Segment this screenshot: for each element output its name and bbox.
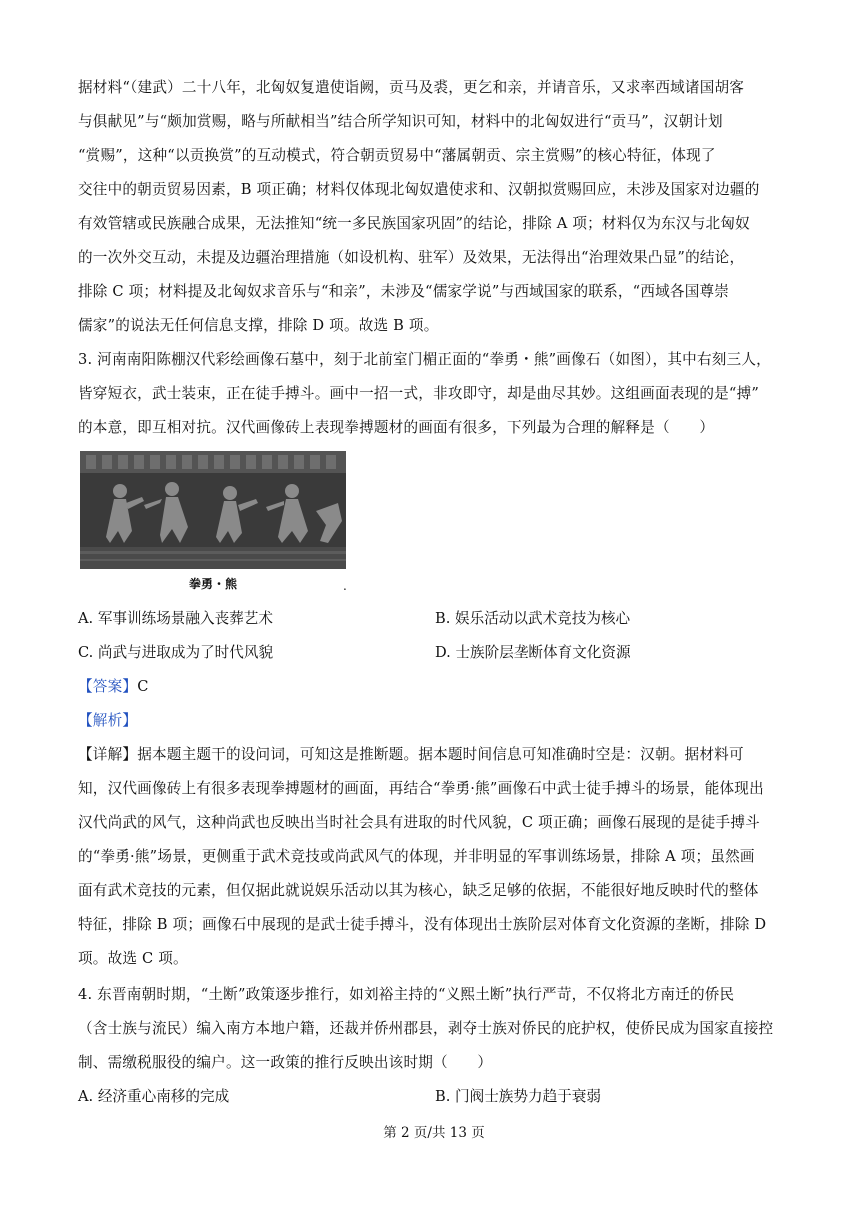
analysis2-line: 交往中的朝贡贸易因素，B 项正确；材料仅体现北匈奴遣使求和、汉朝拟赏赐回应，未涉及国家对边疆的 <box>78 181 760 198</box>
detail-line: 知，汉代画像砖上有很多表现拳搏题材的画面，再结合“拳勇·熊”画像石中武士徒手搏斗的场景，能体现出 <box>78 780 764 797</box>
option-d: D. 士族阶层垄断体育文化资源 <box>435 644 631 661</box>
analysis2-line: 有效管辖或民族融合成果，无法推知“统一多民族国家巩固”的结论，排除 A 项；材料仅为东汉与北匈奴 <box>78 215 750 232</box>
option-b: B. 娱乐活动以武术竞技为核心 <box>435 610 631 627</box>
answer-value: C <box>137 678 149 695</box>
analysis2-line: 排除 C 项；材料提及北匈奴求音乐与“和亲”，未涉及“儒家学说”与西域国家的联系，“西域各国尊崇 <box>78 283 730 300</box>
analysis2-line: 据材料“（建武）二十八年，北匈奴复遣使诣阙，贡马及裘，更乞和亲，并请音乐，又求率西域诸国胡客 <box>78 79 745 96</box>
question3-stem-line: 皆穿短衣，武士装束，正在徒手搏斗。画中一招一式，非攻即守，却是曲尽其妙。这组画面表现的是“搏” <box>78 385 760 402</box>
detail-line: 汉代尚武的风气，这种尚武也反映出当时社会具有进取的时代风貌，C 项正确；画像石展现的是徒手搏斗 <box>78 814 760 831</box>
stone-relief-image <box>80 451 346 569</box>
analysis-row <box>78 711 137 731</box>
detail-line: 的“拳勇·熊”场景，更侧重于武术竞技或尚武风气的体现，并非明显的军事训练场景，排除 A 项；虽然画 <box>78 848 755 865</box>
analysis2-line: 的一次外交互动，未提及边疆治理措施（如设机构、驻军）及效果，无法得出“治理效果凸显”的结论， <box>78 249 745 266</box>
page-footer: 第 2 页/共 13 页 <box>383 1125 485 1141</box>
detail-row <box>78 745 744 765</box>
analysis2-line: “赏赐”，这种“以贡换赏”的互动模式，符合朝贡贸易中“藩属朝贡、宗主赏赐”的核心特征，体现了 <box>78 147 716 164</box>
question4-stem-line: 4. 东晋南朝时期，“土断”政策逐步推行，如刘裕主持的“义熙土断”执行严苛，不仅将北方南迁的侨民 <box>78 986 735 1003</box>
relief-carving <box>80 451 346 569</box>
answer-row <box>78 677 149 697</box>
q4-option-a: A. 经济重心南移的完成 <box>78 1088 230 1105</box>
detail-line: 面有武术竞技的元素，但仅据此就说娱乐活动以其为核心，缺乏足够的依据，不能很好地反映时代的整体 <box>78 882 759 899</box>
answer-tag: 【答案】 <box>78 678 138 695</box>
detail-text: 据本题主题干的设问词，可知这是推断题。据本题时间信息可知准确时空是：汉朝。据材料可 <box>137 746 744 763</box>
analysis2-line: 与俱献见”与“颇加赏赐，略与所献相当”结合所学知识可知，材料中的北匈奴进行“贡马”，汉朝计划 <box>78 113 723 130</box>
figure-caption: 拳勇・熊 <box>188 577 237 591</box>
analysis2-line: 儒家”的说法无任何信息支撑，排除 D 项。故选 B 项。 <box>78 317 439 334</box>
detail-tag: 【详解】 <box>78 746 138 763</box>
question3-stem-line: 的本意，即互相对抗。汉代画像砖上表现拳搏题材的画面有很多，下列最为合理的解释是（ ） <box>78 419 715 436</box>
question3-stem-line: 3. 河南南阳陈棚汉代彩绘画像石墓中，刻于北前室门楣正面的“拳勇・熊”画像石（如图），其中右刻三人， <box>78 351 771 368</box>
option-a: A. 军事训练场景融入丧葬艺术 <box>78 610 273 627</box>
q4-option-b: B. 门阀士族势力趋于衰弱 <box>435 1088 601 1105</box>
question4-stem-line: （含士族与流民）编入南方本地户籍，还裁并侨州郡县，剥夺士族对侨民的庇护权，使侨民成为国家直接控 <box>78 1020 774 1037</box>
question4-stem-line: 制、需缴税服役的编户。这一政策的推行反映出该时期（ ） <box>78 1054 493 1071</box>
detail-line: 项。故选 C 项。 <box>78 950 188 967</box>
caption-mark: . <box>343 579 347 593</box>
detail-line: 特征，排除 B 项；画像石中展现的是武士徒手搏斗，没有体现出士族阶层对体育文化资源的垄断，排除 D <box>78 916 767 933</box>
option-c: C. 尚武与进取成为了时代风貌 <box>78 644 274 661</box>
analysis-tag: 【解析】 <box>78 712 138 729</box>
